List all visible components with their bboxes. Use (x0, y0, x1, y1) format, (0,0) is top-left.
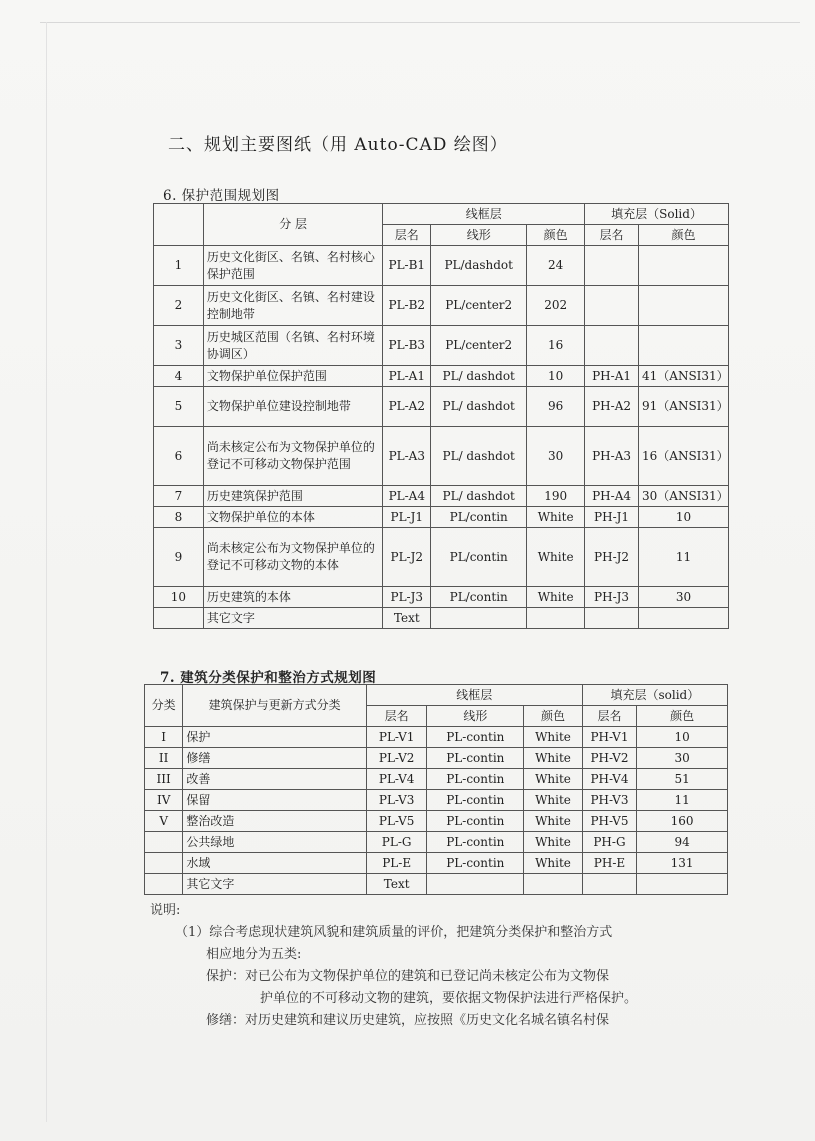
cell-name: 历史建筑的本体 (203, 587, 382, 608)
header-fill: 填充层（Solid） (585, 204, 729, 225)
cell-no: 10 (154, 587, 204, 608)
cell-flayer: PH-E (582, 853, 636, 874)
cell-no: 4 (154, 366, 204, 387)
cell-color (524, 874, 583, 895)
cell-layer: PL-V3 (366, 790, 427, 811)
cell-flayer: PH-V3 (582, 790, 636, 811)
cell-fcolor (639, 326, 729, 366)
cell-name: 保留 (183, 790, 367, 811)
cell-cat (145, 853, 183, 874)
cell-color: 202 (527, 286, 585, 326)
cell-fcolor: 30 (637, 748, 728, 769)
cell-line: PL/ dashdot (431, 387, 527, 427)
cell-cat (145, 832, 183, 853)
cell-no: 7 (154, 486, 204, 507)
cell-fcolor: 41（ANSI31） (639, 366, 729, 387)
table-row (145, 811, 728, 832)
header-type: 建筑保护与更新方式分类 (183, 685, 367, 727)
cell-color: 16 (527, 326, 585, 366)
cell-line: PL-contin (427, 832, 524, 853)
cell-line: PL/ dashdot (431, 366, 527, 387)
table-row (145, 790, 728, 811)
cell-name: 公共绿地 (183, 832, 367, 853)
header-fill-color: 颜色 (639, 225, 729, 246)
cell-cat (145, 874, 183, 895)
cell-layer: PL-B1 (383, 246, 431, 286)
cell-flayer: PH-J2 (585, 528, 639, 587)
header-name: 层名 (366, 706, 427, 727)
cell-line: PL/contin (431, 528, 527, 587)
cell-name: 改善 (183, 769, 367, 790)
table-row (154, 486, 729, 507)
note-protect-cont: 护单位的不可移动文物的建筑，要依据文物保护法进行严格保护。 (260, 991, 638, 1006)
cell-layer: Text (366, 874, 427, 895)
cell-cat: I (145, 727, 183, 748)
cell-no (154, 608, 204, 629)
cell-fcolor: 11 (637, 790, 728, 811)
cell-line: PL/center2 (431, 326, 527, 366)
cell-color: 24 (527, 246, 585, 286)
cell-fcolor: 160 (637, 811, 728, 832)
scan-edge-top (40, 22, 800, 23)
cell-name: 文物保护单位建设控制地带 (203, 387, 382, 427)
cell-layer: PL-G (366, 832, 427, 853)
header-color: 颜色 (527, 225, 585, 246)
cell-cat: III (145, 769, 183, 790)
cell-layer: PL-V1 (366, 727, 427, 748)
cell-name: 历史城区范围（名镇、名村环境协调区） (203, 326, 382, 366)
cell-fcolor: 30 (639, 587, 729, 608)
section6-title: 6. 保护范围规划图 (163, 188, 280, 204)
cell-line (431, 608, 527, 629)
cell-line: PL/dashdot (431, 246, 527, 286)
header-layer: 分 层 (203, 204, 382, 246)
cell-no: 1 (154, 246, 204, 286)
table-row (154, 326, 729, 366)
cell-line: PL-contin (427, 811, 524, 832)
cell-layer: Text (383, 608, 431, 629)
header-fill-name: 层名 (585, 225, 639, 246)
cell-name: 整治改造 (183, 811, 367, 832)
cell-color: White (524, 727, 583, 748)
cell-line: PL/ dashdot (431, 486, 527, 507)
cell-layer: PL-V2 (366, 748, 427, 769)
cell-fcolor: 30（ANSI31） (639, 486, 729, 507)
cell-layer: PL-J2 (383, 528, 431, 587)
cell-no: 2 (154, 286, 204, 326)
cell-flayer: PH-J3 (585, 587, 639, 608)
table-row (145, 853, 728, 874)
header-color: 颜色 (524, 706, 583, 727)
table-row (154, 246, 729, 286)
cell-layer: PL-A3 (383, 427, 431, 486)
table-row (154, 587, 729, 608)
cell-layer: PL-A4 (383, 486, 431, 507)
cell-color: White (524, 748, 583, 769)
header-blank (154, 204, 204, 246)
cell-fcolor (639, 608, 729, 629)
cell-name: 尚未核定公布为文物保护单位的登记不可移动文物的本体 (203, 528, 382, 587)
table-row (145, 727, 728, 748)
table-row (154, 366, 729, 387)
cell-fcolor: 94 (637, 832, 728, 853)
notes-block (150, 900, 730, 1032)
cell-color: White (524, 832, 583, 853)
table-row (154, 528, 729, 587)
cell-color (527, 608, 585, 629)
cell-flayer: PH-J1 (585, 507, 639, 528)
cell-no: 6 (154, 427, 204, 486)
table-row (145, 748, 728, 769)
cell-flayer (585, 608, 639, 629)
cell-name: 历史文化街区、名镇、名村建设控制地带 (203, 286, 382, 326)
header-wire: 线框层 (366, 685, 582, 706)
cell-flayer (585, 326, 639, 366)
table-row (154, 427, 729, 486)
cell-flayer: PH-A4 (585, 486, 639, 507)
cell-layer: PL-B3 (383, 326, 431, 366)
section-heading: 二、规划主要图纸（用 Auto-CAD 绘图） (168, 135, 508, 155)
notes-label: 说明: (150, 903, 181, 918)
cell-flayer: PH-A2 (585, 387, 639, 427)
cell-flayer: PH-A3 (585, 427, 639, 486)
cell-cat: V (145, 811, 183, 832)
cell-fcolor: 131 (637, 853, 728, 874)
cell-name: 文物保护单位的本体 (203, 507, 382, 528)
cell-color: 96 (527, 387, 585, 427)
table-row (145, 769, 728, 790)
cell-line: PL-contin (427, 727, 524, 748)
cell-layer: PL-A1 (383, 366, 431, 387)
cell-flayer: PH-G (582, 832, 636, 853)
cell-color: 190 (527, 486, 585, 507)
cell-flayer (585, 286, 639, 326)
cell-color: 10 (527, 366, 585, 387)
cell-line (427, 874, 524, 895)
note-protect: 保护：对已公布为文物保护单位的建筑和已登记尚未核定公布为文物保 (206, 969, 610, 984)
table-row (145, 832, 728, 853)
cell-flayer: PH-V5 (582, 811, 636, 832)
cell-name: 历史文化街区、名镇、名村核心保护范围 (203, 246, 382, 286)
cell-line: PL-contin (427, 790, 524, 811)
cell-no: 5 (154, 387, 204, 427)
cell-color: White (524, 769, 583, 790)
cell-fcolor: 16（ANSI31） (639, 427, 729, 486)
cell-name: 其它文字 (203, 608, 382, 629)
cell-flayer: PH-V1 (582, 727, 636, 748)
cell-flayer (585, 246, 639, 286)
cell-color: White (527, 528, 585, 587)
table-row (154, 608, 729, 629)
header-fill-name: 层名 (582, 706, 636, 727)
cell-cat: II (145, 748, 183, 769)
cell-layer: PL-A2 (383, 387, 431, 427)
header-fill: 填充层（solid） (582, 685, 727, 706)
cell-name: 尚未核定公布为文物保护单位的登记不可移动文物保护范围 (203, 427, 382, 486)
cell-line: PL-contin (427, 853, 524, 874)
note-repair: 修缮：对历史建筑和建议历史建筑，应按照《历史文化名城名镇名村保 (206, 1013, 610, 1028)
table-row (145, 874, 728, 895)
cell-fcolor: 10 (637, 727, 728, 748)
header-line: 线形 (427, 706, 524, 727)
cell-name: 历史建筑保护范围 (203, 486, 382, 507)
cell-line: PL/contin (431, 587, 527, 608)
cell-layer: PL-B2 (383, 286, 431, 326)
cell-flayer (582, 874, 636, 895)
cell-name: 水域 (183, 853, 367, 874)
cell-no: 3 (154, 326, 204, 366)
cell-no: 9 (154, 528, 204, 587)
scan-edge-left (46, 22, 47, 1122)
header-line: 线形 (431, 225, 527, 246)
cell-line: PL/ dashdot (431, 427, 527, 486)
cell-flayer: PH-V2 (582, 748, 636, 769)
table-row (154, 286, 729, 326)
cell-layer: PL-J1 (383, 507, 431, 528)
note-item-1: （1）综合考虑现状建筑风貌和建筑质量的评价，把建筑分类保护和整治方式 (175, 925, 613, 940)
cell-flayer: PH-V4 (582, 769, 636, 790)
cell-layer: PL-E (366, 853, 427, 874)
note-item-1-cont: 相应地分为五类: (206, 947, 302, 962)
cell-layer: PL-V5 (366, 811, 427, 832)
cell-line: PL/center2 (431, 286, 527, 326)
header-wire: 线框层 (383, 204, 585, 225)
cell-name: 文物保护单位保护范围 (203, 366, 382, 387)
building-classification-table (144, 684, 728, 895)
cell-line: PL-contin (427, 748, 524, 769)
cell-cat: IV (145, 790, 183, 811)
cell-fcolor (639, 286, 729, 326)
cell-no: 8 (154, 507, 204, 528)
cell-fcolor: 91（ANSI31） (639, 387, 729, 427)
table-row (154, 507, 729, 528)
cell-fcolor: 10 (639, 507, 729, 528)
cell-color: White (524, 790, 583, 811)
cell-layer: PL-J3 (383, 587, 431, 608)
table-row (154, 387, 729, 427)
header-cat: 分类 (145, 685, 183, 727)
header-name: 层名 (383, 225, 431, 246)
header-fill-color: 颜色 (637, 706, 728, 727)
cell-color: White (524, 811, 583, 832)
cell-fcolor (637, 874, 728, 895)
cell-color: 30 (527, 427, 585, 486)
cell-fcolor: 11 (639, 528, 729, 587)
cell-name: 其它文字 (183, 874, 367, 895)
cell-line: PL-contin (427, 769, 524, 790)
cell-fcolor: 51 (637, 769, 728, 790)
cell-color: White (527, 507, 585, 528)
cell-fcolor (639, 246, 729, 286)
cell-flayer: PH-A1 (585, 366, 639, 387)
section7-title: 7. 建筑分类保护和整治方式规划图 (160, 670, 377, 686)
cell-color: White (527, 587, 585, 608)
cell-name: 修缮 (183, 748, 367, 769)
cell-line: PL/contin (431, 507, 527, 528)
cell-color: White (524, 853, 583, 874)
cell-layer: PL-V4 (366, 769, 427, 790)
cell-name: 保护 (183, 727, 367, 748)
protection-layers-table (153, 203, 729, 629)
